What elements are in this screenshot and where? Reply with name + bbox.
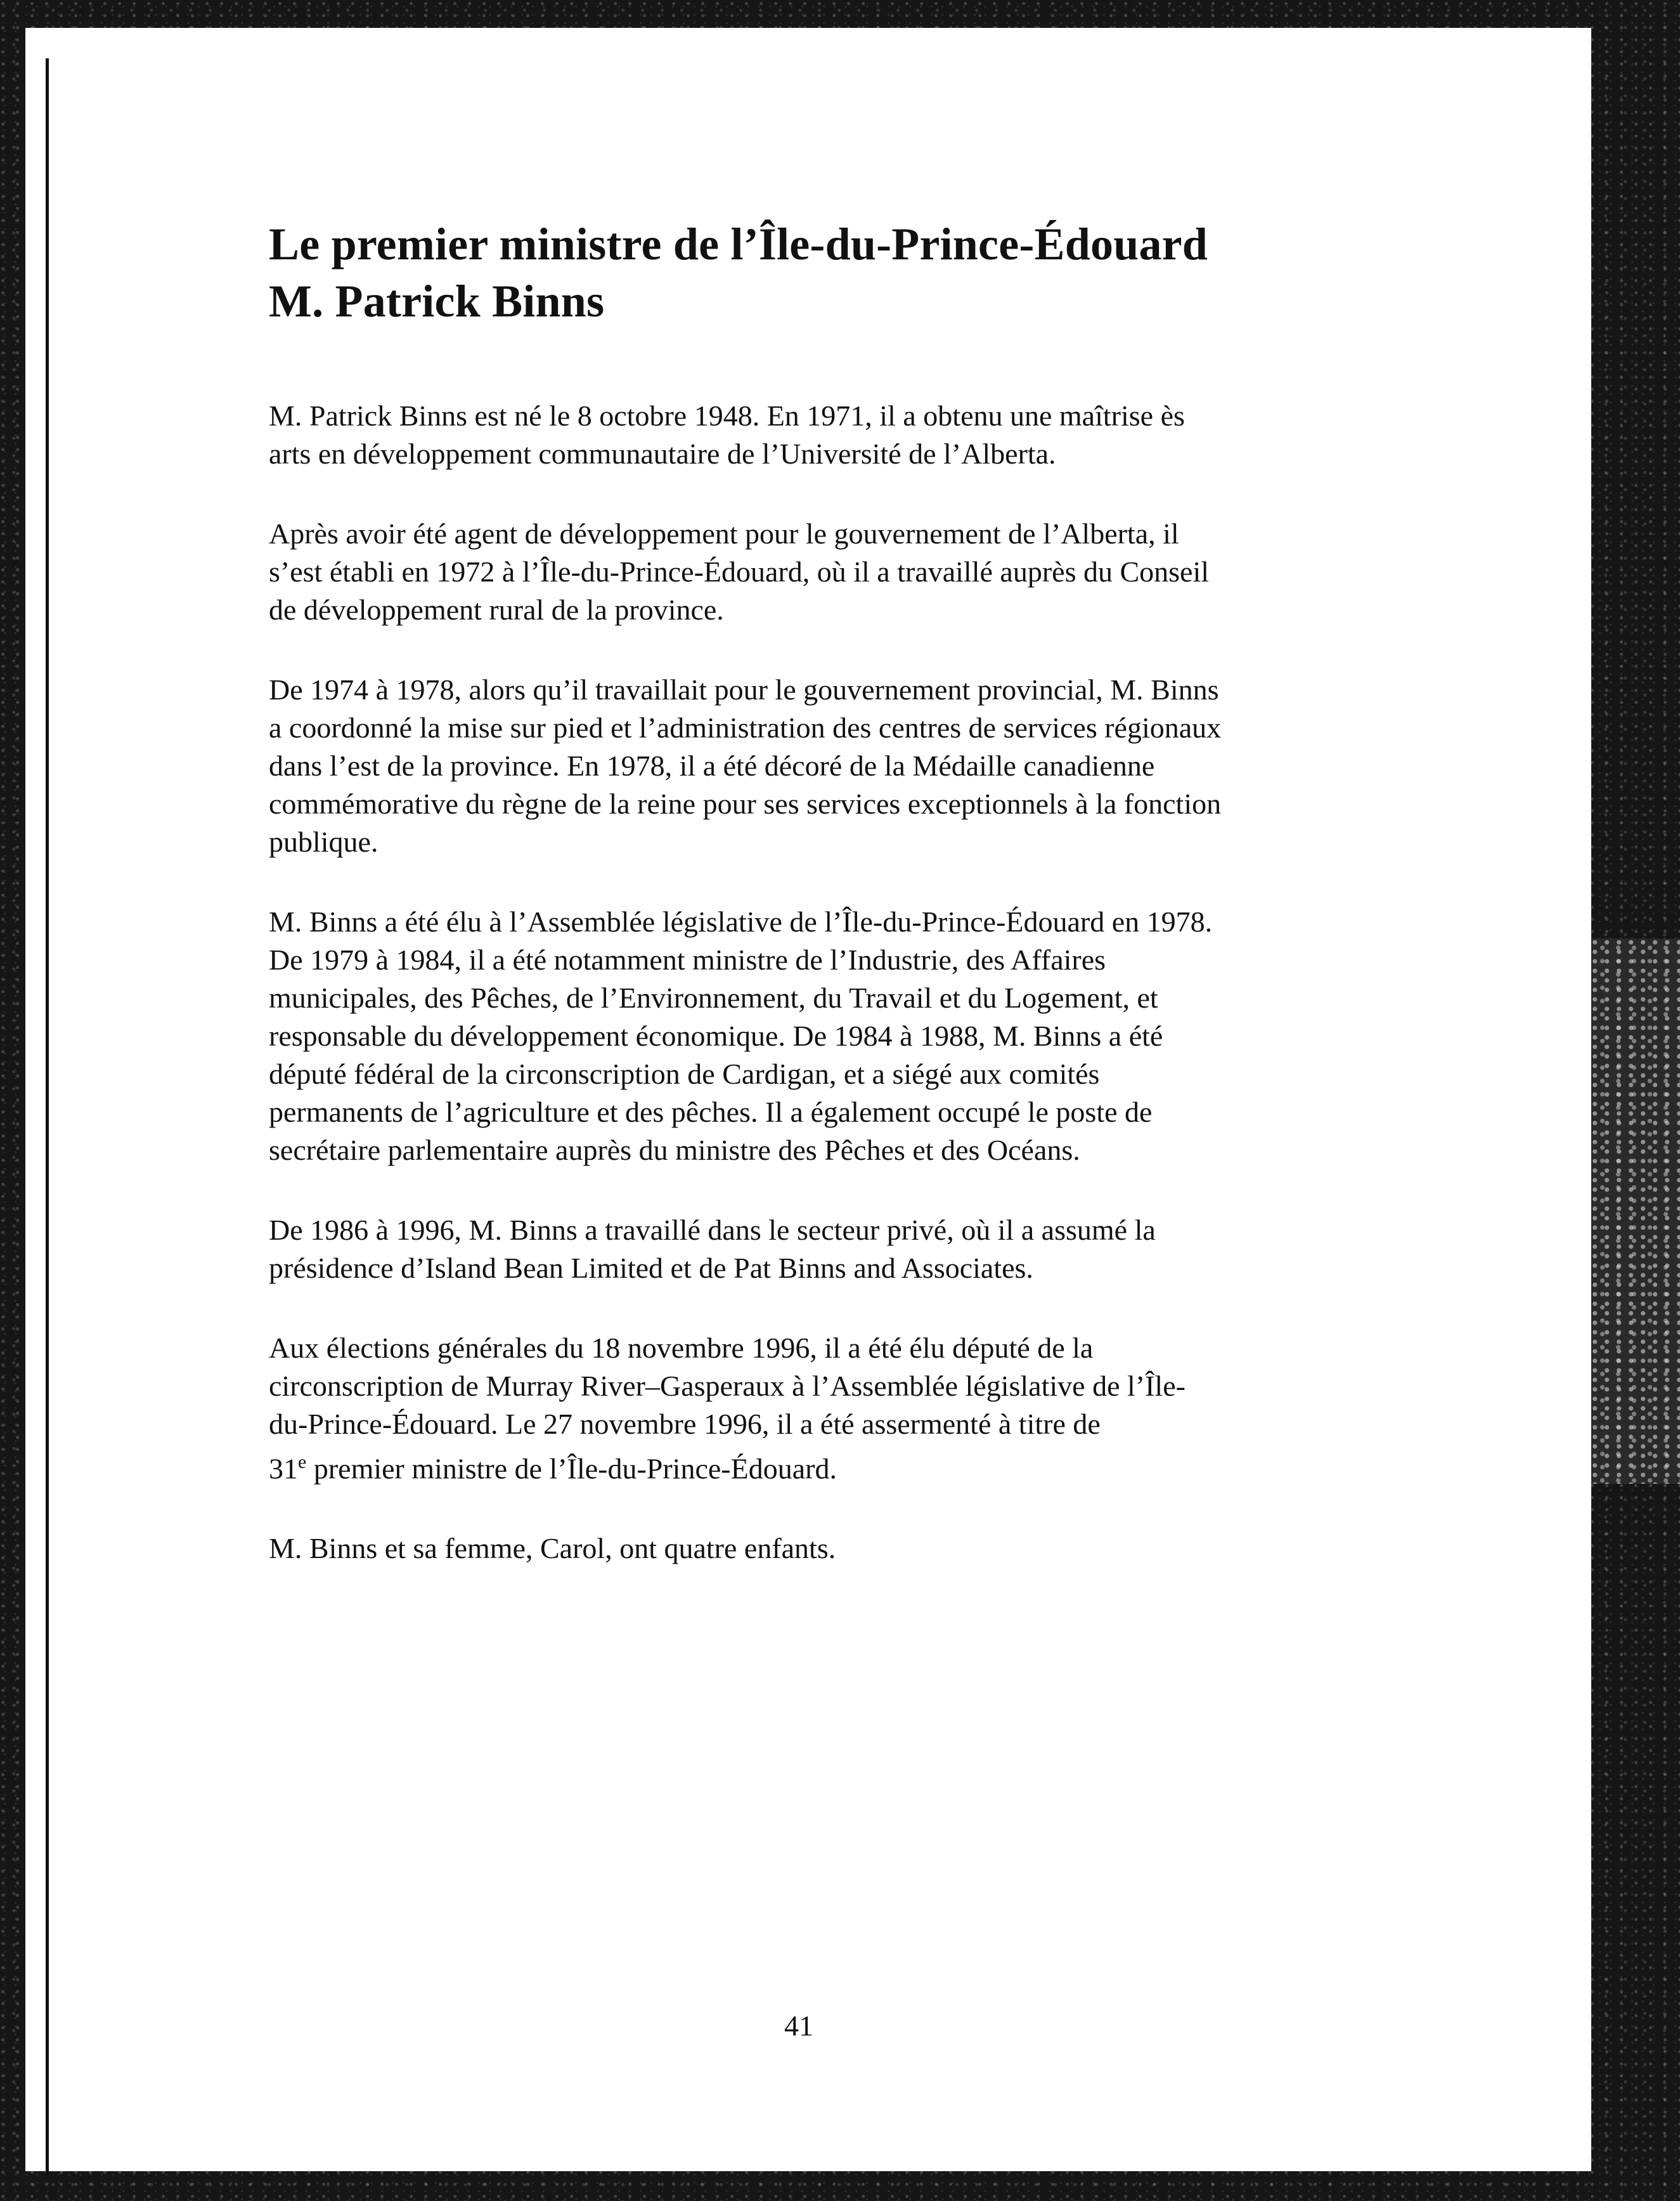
premiership-text: Aux élections générales du 18 novembre 1996, il a été élu député de la circonscription de Murray River–Gasperaux à l’Assemblée législative de l’Île- du-Prince-Édouard. Le 27 novembre 1996, il a été assermenté à titre de — [269, 1332, 1186, 1440]
paragraph-early-career: Après avoir été agent de développement pour le gouvernement de l’Alberta, il s’est établi en 1972 à l’Île-du-Prince-Édouard, où il a travaillé auprès du Conseil de développement rural de la province. — [269, 517, 1210, 626]
premiership-title-text: premier ministre de l’Île-du-Prince-Édouard. — [306, 1452, 837, 1485]
ordinal-suffix: e — [298, 1451, 307, 1472]
premiership-last-line — [269, 1443, 1347, 1488]
paragraph-political-career: M. Binns a été élu à l’Assemblée législative de l’Île-du-Prince-Édouard en 1978. De 1979 à 1984, il a été notamment ministre de l’Industrie, des Affaires municipales, des Pêches, de l’Environnement, du Travail et du Logement, et responsable du développement économique. De 1984 à 1988, M. Binns a été député fédéral de la circonscription de Cardigan, et a siégé aux comités permanents de l’agriculture et des pêches. Il a également occupé le poste de secrétaire parlementaire auprès du ministre des Pêches et des Océans. — [269, 906, 1213, 1166]
paragraph-provincial-service: De 1974 à 1978, alors qu’il travaillait pour le gouvernement provincial, M. Binns a coordonné la mise sur pied et l’administration des centres de services régionaux dans l’est de la province. En 1978, il a été décoré de la Médaille canadienne commémorative du règne de la reine pour ses services exceptionnels à la fonction publique. — [269, 673, 1222, 858]
paragraph-family: M. Binns et sa femme, Carol, ont quatre enfants. — [269, 1532, 836, 1565]
paragraph-education: M. Patrick Binns est né le 8 octobre 1948. En 1971, il a obtenu une maîtrise ès arts en développement communautaire de l’Université de l’Alberta. — [269, 399, 1185, 470]
title-line-2: M. Patrick Binns — [269, 276, 605, 327]
binding-rule — [46, 58, 49, 2176]
ordinal-number: 31 — [269, 1452, 298, 1485]
page-title — [269, 216, 1347, 330]
paragraph-private-sector: De 1986 à 1996, M. Binns a travaillé dans le secteur privé, où il a assumé la présidence d’Island Bean Limited et de Pat Binns and Associates. — [269, 1214, 1156, 1284]
title-line-1: Le premier ministre de l’Île-du-Prince-Édouard — [269, 219, 1208, 269]
document-body — [269, 216, 1347, 1568]
paragraph-premiership — [269, 1329, 1347, 1488]
page-edge-texture — [1591, 938, 1680, 1484]
page-number: 41 — [784, 2009, 813, 2042]
